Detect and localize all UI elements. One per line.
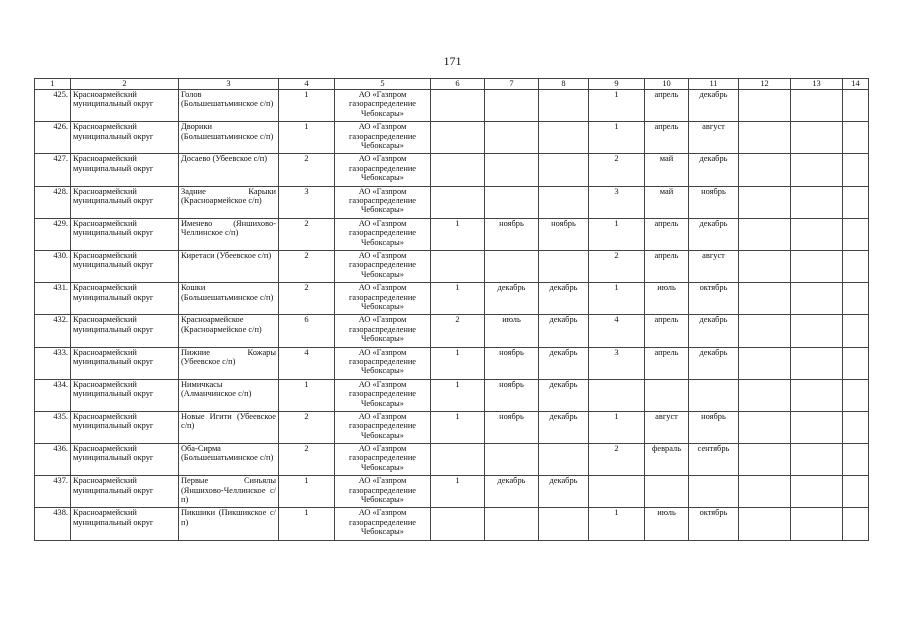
table-cell: Красноармейский муниципальный округ [71,186,179,218]
table-cell: декабрь [485,476,539,508]
table-cell: Красноармейский муниципальный округ [71,122,179,154]
table-cell: Красноармейский муниципальный округ [71,411,179,443]
table-cell: Красноармейский муниципальный округ [71,154,179,186]
table-row [35,347,869,379]
table-cell [539,154,589,186]
table-cell: Задние Карыки (Красноармейское с/п) [179,186,279,218]
table-cell: 427. [35,154,71,186]
table-cell [791,411,843,443]
table-cell [739,122,791,154]
table-cell: 1 [279,476,335,508]
table-cell: Красноармейский муниципальный округ [71,347,179,379]
table-cell [431,444,485,476]
table-cell: Красноармейский муниципальный округ [71,218,179,250]
table-row [35,315,869,347]
table-cell [739,508,791,540]
table-cell [843,476,869,508]
table-cell: Дворики (Большешатьминское с/п) [179,122,279,154]
table-cell: 3 [589,186,645,218]
table-cell: 2 [279,283,335,315]
table-cell: ноябрь [485,411,539,443]
table-cell [589,379,645,411]
table-cell [843,90,869,122]
table-cell: Красноармейский муниципальный округ [71,379,179,411]
table-cell: май [645,186,689,218]
table-cell [791,379,843,411]
table-cell: декабрь [689,218,739,250]
table-cell: июль [645,283,689,315]
table-cell [843,347,869,379]
table-cell [485,122,539,154]
table-cell [791,90,843,122]
table-cell: апрель [645,218,689,250]
table-cell: 1 [431,476,485,508]
table-row [35,250,869,282]
table-cell [689,476,739,508]
table-cell: Красноармейский муниципальный округ [71,90,179,122]
table-cell [539,444,589,476]
table-cell: 1 [589,411,645,443]
table-cell: 428. [35,186,71,218]
table-row [35,411,869,443]
table-cell: 6 [279,315,335,347]
table-cell: декабрь [539,476,589,508]
table-cell: декабрь [539,283,589,315]
table-cell: ноябрь [485,347,539,379]
table-cell: август [689,122,739,154]
table-cell: АО «Газпром газораспределение Чебоксары» [335,508,431,540]
table-cell [431,508,485,540]
table-cell: 1 [589,122,645,154]
table-cell: 1 [279,508,335,540]
table-cell: 2 [279,250,335,282]
table-cell: Первые Синьялы (Яншихово-Челлинское с/п) [179,476,279,508]
table-cell: АО «Газпром газораспределение Чебоксары» [335,476,431,508]
table-cell [843,122,869,154]
table-cell: Пижние Кожары (Убеевское с/п) [179,347,279,379]
table-cell: 1 [431,347,485,379]
table-cell: декабрь [539,379,589,411]
table-cell [739,379,791,411]
table-cell [739,444,791,476]
table-cell: АО «Газпром газораспределение Чебоксары» [335,444,431,476]
table-cell [645,379,689,411]
table-cell: 437. [35,476,71,508]
table-cell [791,154,843,186]
table-cell [791,283,843,315]
column-header: 5 [335,79,431,90]
table-row [35,379,869,411]
table-cell [791,122,843,154]
column-header: 7 [485,79,539,90]
table-cell: ноябрь [485,218,539,250]
table-row [35,218,869,250]
table-cell: 2 [589,444,645,476]
table-cell: июль [645,508,689,540]
table-cell [431,186,485,218]
table-cell [739,218,791,250]
table-cell [485,508,539,540]
table-cell: АО «Газпром газораспределение Чебоксары» [335,283,431,315]
table-cell: апрель [645,122,689,154]
table-cell: Красноармейский муниципальный округ [71,508,179,540]
table-row [35,186,869,218]
table-row [35,508,869,540]
table-cell [431,122,485,154]
table-cell: октябрь [689,508,739,540]
table-cell: август [645,411,689,443]
table-cell: АО «Газпром газораспределение Чебоксары» [335,90,431,122]
table-cell [739,154,791,186]
table-cell [485,186,539,218]
table-cell: декабрь [539,315,589,347]
table-cell: АО «Газпром газораспределение Чебоксары» [335,250,431,282]
table-cell [539,508,589,540]
table-cell: Киретаси (Убеевское с/п) [179,250,279,282]
table-cell [539,186,589,218]
table-cell: 1 [279,122,335,154]
table-cell [843,508,869,540]
column-header: 6 [431,79,485,90]
table-cell: 1 [431,379,485,411]
table-cell [843,218,869,250]
table-cell: апрель [645,315,689,347]
table-cell [485,444,539,476]
table-row [35,283,869,315]
table-cell: апрель [645,90,689,122]
table-cell [843,379,869,411]
table-cell: февраль [645,444,689,476]
table-cell: 2 [431,315,485,347]
page-number: 171 [443,54,462,68]
table-cell [689,379,739,411]
table-cell: 431. [35,283,71,315]
table-cell: декабрь [689,90,739,122]
table-cell [589,476,645,508]
table-cell: декабрь [689,315,739,347]
table-cell [431,90,485,122]
table-cell: АО «Газпром газораспределение Чебоксары» [335,315,431,347]
table-cell [431,250,485,282]
table-cell [739,347,791,379]
table-cell: ноябрь [689,411,739,443]
table-cell [843,283,869,315]
table-cell: 2 [589,250,645,282]
table-cell: декабрь [539,411,589,443]
header-row [35,79,869,90]
table-cell [791,250,843,282]
table-cell: АО «Газпром газораспределение Чебоксары» [335,218,431,250]
table-cell [791,315,843,347]
table-cell: 425. [35,90,71,122]
table-body [35,90,869,541]
table-cell: Кошки (Большешатьминское с/п) [179,283,279,315]
table-cell: Красноармейский муниципальный округ [71,315,179,347]
table-cell: апрель [645,250,689,282]
table-cell: 4 [589,315,645,347]
table-cell: 2 [279,411,335,443]
column-header: 13 [791,79,843,90]
table-row [35,476,869,508]
table-cell: 434. [35,379,71,411]
table-cell: 1 [279,90,335,122]
table-cell [739,283,791,315]
table-cell: декабрь [539,347,589,379]
table-cell: 432. [35,315,71,347]
table-cell [843,315,869,347]
table-cell [843,411,869,443]
table-cell [843,250,869,282]
table-cell: 1 [279,379,335,411]
table-cell [739,250,791,282]
table-cell [539,250,589,282]
table-cell: Досаево (Убеевское с/п) [179,154,279,186]
table-cell: АО «Газпром газораспределение Чебоксары» [335,186,431,218]
table-row [35,154,869,186]
table-cell: 435. [35,411,71,443]
column-header: 2 [71,79,179,90]
table-cell: 2 [279,218,335,250]
table-cell: 4 [279,347,335,379]
table-cell [843,186,869,218]
table-cell: июль [485,315,539,347]
table-cell: Пикшики (Пикшикское с/п) [179,508,279,540]
table-cell [843,444,869,476]
table-cell: 3 [589,347,645,379]
table-row [35,90,869,122]
table-cell: 433. [35,347,71,379]
table-cell: 3 [279,186,335,218]
table-cell: 438. [35,508,71,540]
table-cell [645,476,689,508]
table-cell: 2 [279,444,335,476]
table-cell: сентябрь [689,444,739,476]
table-cell [791,476,843,508]
table-cell: Красноармейский муниципальный округ [71,283,179,315]
table-cell [539,122,589,154]
table-cell: АО «Газпром газораспределение Чебоксары» [335,122,431,154]
table-cell: Красноармейское (Красноармейское с/п) [179,315,279,347]
table-cell: 2 [589,154,645,186]
column-header: 12 [739,79,791,90]
table-cell: ноябрь [689,186,739,218]
schedule-table [34,78,869,541]
table-cell: 1 [431,218,485,250]
column-header: 11 [689,79,739,90]
table-cell: Красноармейский муниципальный округ [71,444,179,476]
table-cell: 1 [431,411,485,443]
table-cell [739,411,791,443]
table-cell [791,186,843,218]
table-cell: 1 [589,283,645,315]
table-cell: 1 [589,90,645,122]
table-cell: 1 [589,508,645,540]
table-row [35,444,869,476]
table-cell [791,508,843,540]
table-cell: Голов (Большешатьминское с/п) [179,90,279,122]
table-cell: 1 [589,218,645,250]
table-cell [485,154,539,186]
column-header: 9 [589,79,645,90]
column-header: 14 [843,79,869,90]
table-cell [739,315,791,347]
table-cell [539,90,589,122]
table-cell: ноябрь [539,218,589,250]
table-cell: Оба-Сирма (Большешатьминское с/п) [179,444,279,476]
table-cell: 429. [35,218,71,250]
column-header: 4 [279,79,335,90]
column-header: 10 [645,79,689,90]
table-cell: август [689,250,739,282]
table-cell [431,154,485,186]
table-cell [791,444,843,476]
table-row [35,122,869,154]
table-cell [843,154,869,186]
table-cell: АО «Газпром газораспределение Чебоксары» [335,379,431,411]
table-cell: Красноармейский муниципальный округ [71,250,179,282]
table-cell: АО «Газпром газораспределение Чебоксары» [335,154,431,186]
table-cell: декабрь [689,347,739,379]
table-cell: Красноармейский муниципальный округ [71,476,179,508]
table-cell: 430. [35,250,71,282]
table-cell: 426. [35,122,71,154]
table-cell: декабрь [689,154,739,186]
table-cell [739,476,791,508]
table-cell: Нимичкасы (Алманчинское с/п) [179,379,279,411]
table-cell [739,90,791,122]
table-cell [791,347,843,379]
table-cell: Именево (Яншихово-Челлинское с/п) [179,218,279,250]
table-cell [485,90,539,122]
table-cell [791,218,843,250]
column-header: 1 [35,79,71,90]
table-cell: 1 [431,283,485,315]
table-cell: декабрь [485,283,539,315]
table-cell: ноябрь [485,379,539,411]
column-header: 3 [179,79,279,90]
table-cell [739,186,791,218]
table-cell: Новые Игити (Убеевское с/п) [179,411,279,443]
table-cell: 2 [279,154,335,186]
table-cell: апрель [645,347,689,379]
table-cell: октябрь [689,283,739,315]
table-cell [485,250,539,282]
table-cell: май [645,154,689,186]
table-cell: АО «Газпром газораспределение Чебоксары» [335,411,431,443]
table-cell: 436. [35,444,71,476]
table-cell: АО «Газпром газораспределение Чебоксары» [335,347,431,379]
column-header: 8 [539,79,589,90]
